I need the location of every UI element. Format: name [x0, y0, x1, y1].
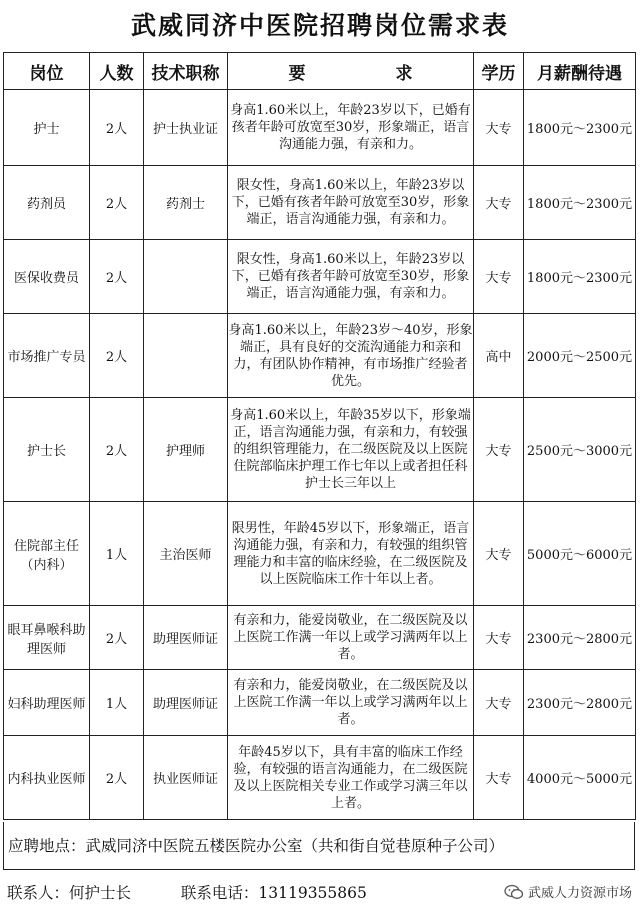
table-row	[4, 502, 636, 606]
recruitment-table	[3, 52, 636, 820]
cell-requirements	[228, 502, 474, 606]
table-row	[4, 166, 636, 240]
header-requirements	[228, 53, 474, 90]
req-text: 年龄45岁以下，具有丰富的临床工作经验，有较强的语言沟通能力，在二级医院及以上医院相关专业工作或学习满三年以上者。	[233, 744, 468, 811]
cell-education: 大专	[474, 398, 524, 502]
cell-count: 2人	[90, 314, 144, 398]
header-req-b: 求	[395, 63, 413, 84]
cell-count: 1人	[90, 670, 144, 736]
req-text: 有亲和力，能爱岗敬业，在二级医院及以上医院工作满一年以上或学习满两年以上者。	[233, 613, 468, 662]
req-text: 身高1.60米以上，年龄23岁～40岁，形象端正，具有良好的交流沟通能力和亲和力，有团队协作精神，有市场推广经验者优先。	[228, 322, 473, 389]
table-row	[4, 398, 636, 502]
cell-salary: 2500元～3000元	[524, 398, 636, 502]
watermark-text: 武威人力资源市场	[527, 886, 632, 901]
cell-salary: 5000元～6000元	[524, 502, 636, 606]
cell-education: 大专	[474, 90, 524, 166]
cell-count: 2人	[90, 398, 144, 502]
cell-count: 2人	[90, 166, 144, 240]
table-row	[4, 670, 636, 736]
header-education: 学历	[474, 53, 524, 90]
cell-salary: 2300元～2800元	[524, 670, 636, 736]
req-text: 限女性，身高1.60米以上，年龄23岁以下，已婚有孩者年龄可放宽至30岁，形象端正，语言沟通能力强，有亲和力。	[231, 252, 470, 301]
cell-position: 妇科助理医师	[4, 670, 90, 736]
req-text: 限男性，年龄45岁以下，形象端正，语言沟通能力强，有亲和力，有较强的组织管理能力和丰富的临床经验，在二级医院及以上医院临床工作十年以上者。	[231, 520, 470, 587]
cell-count: 2人	[90, 606, 144, 670]
cell-requirements	[228, 736, 474, 820]
cell-position: 医保收费员	[4, 240, 90, 314]
cell-cert	[144, 314, 228, 398]
cell-education: 大专	[474, 240, 524, 314]
cell-cert: 主治医师	[144, 502, 228, 606]
contact-person: 联系人：何护士长	[7, 884, 132, 902]
cell-position: 内科执业医师	[4, 736, 90, 820]
cell-cert: 药剂士	[144, 166, 228, 240]
cell-salary: 1800元～2300元	[524, 240, 636, 314]
table-header-row	[4, 53, 636, 90]
cell-cert	[144, 240, 228, 314]
cell-cert: 护士执业证	[144, 90, 228, 166]
table-row	[4, 90, 636, 166]
cell-position: 药剂员	[4, 166, 90, 240]
wechat-icon	[504, 884, 524, 900]
application-location: 应聘地点：武威同济中医院五楼医院办公室（共和街自觉巷原种子公司）	[3, 822, 635, 870]
cell-position: 住院部主任（内科）	[4, 502, 90, 606]
cell-position: 市场推广专员	[4, 314, 90, 398]
req-text: 有亲和力，能爱岗敬业，在二级医院及以上医院工作满一年以上或学习满两年以上者。	[233, 678, 468, 727]
cell-education: 大专	[474, 670, 524, 736]
page-title: 武威同济中医院招聘岗位需求表	[130, 11, 509, 40]
cell-position: 护士	[4, 90, 90, 166]
cell-position: 护士长	[4, 398, 90, 502]
table-row	[4, 736, 636, 820]
cell-education: 大专	[474, 606, 524, 670]
cell-cert: 执业医师证	[144, 736, 228, 820]
table-row	[4, 314, 636, 398]
cell-requirements	[228, 606, 474, 670]
cell-requirements	[228, 240, 474, 314]
cell-salary: 4000元～5000元	[524, 736, 636, 820]
cell-salary: 2000元～2500元	[524, 314, 636, 398]
cell-cert: 助理医师证	[144, 606, 228, 670]
header-req-a: 要	[288, 63, 306, 84]
cell-requirements	[228, 314, 474, 398]
cell-requirements	[228, 166, 474, 240]
cell-requirements	[228, 90, 474, 166]
cell-position: 眼耳鼻喉科助理医师	[4, 606, 90, 670]
cell-salary: 2300元～2800元	[524, 606, 636, 670]
header-title-cert: 技术职称	[144, 53, 228, 90]
header-salary: 月薪酬待遇	[524, 53, 636, 90]
cell-cert: 护理师	[144, 398, 228, 502]
req-text: 身高1.60米以上，年龄35岁以下，形象端正，语言沟通能力强，有亲和力，有较强的组织管理能力，在二级医院及以上医院住院部临床护理工作七年以上或者担任科护士长三年以上	[230, 408, 471, 491]
cell-requirements	[228, 670, 474, 736]
cell-cert: 助理医师证	[144, 670, 228, 736]
cell-count: 2人	[90, 240, 144, 314]
cell-education: 大专	[474, 736, 524, 820]
cell-count: 1人	[90, 502, 144, 606]
cell-count: 2人	[90, 90, 144, 166]
header-count: 人数	[90, 53, 144, 90]
header-position: 岗位	[4, 53, 90, 90]
cell-education: 高中	[474, 314, 524, 398]
req-text: 身高1.60米以上，年龄23岁以下，已婚有孩者年龄可放宽至30岁，形象端正，语言沟通能力强，有亲和力。	[230, 103, 471, 152]
cell-salary: 1800元～2300元	[524, 166, 636, 240]
cell-education: 大专	[474, 502, 524, 606]
cell-education: 大专	[474, 166, 524, 240]
cell-requirements	[228, 398, 474, 502]
watermark	[504, 882, 632, 901]
table-row	[4, 606, 636, 670]
table-row	[4, 240, 636, 314]
cell-salary: 1800元～2300元	[524, 90, 636, 166]
cell-count: 2人	[90, 736, 144, 820]
contact-phone: 联系电话：13119355865	[180, 884, 367, 902]
req-text: 限女性，身高1.60米以上，年龄23岁以下，已婚有孩者年龄可放宽至30岁，形象端正，语言沟通能力强，有亲和力。	[231, 178, 470, 227]
